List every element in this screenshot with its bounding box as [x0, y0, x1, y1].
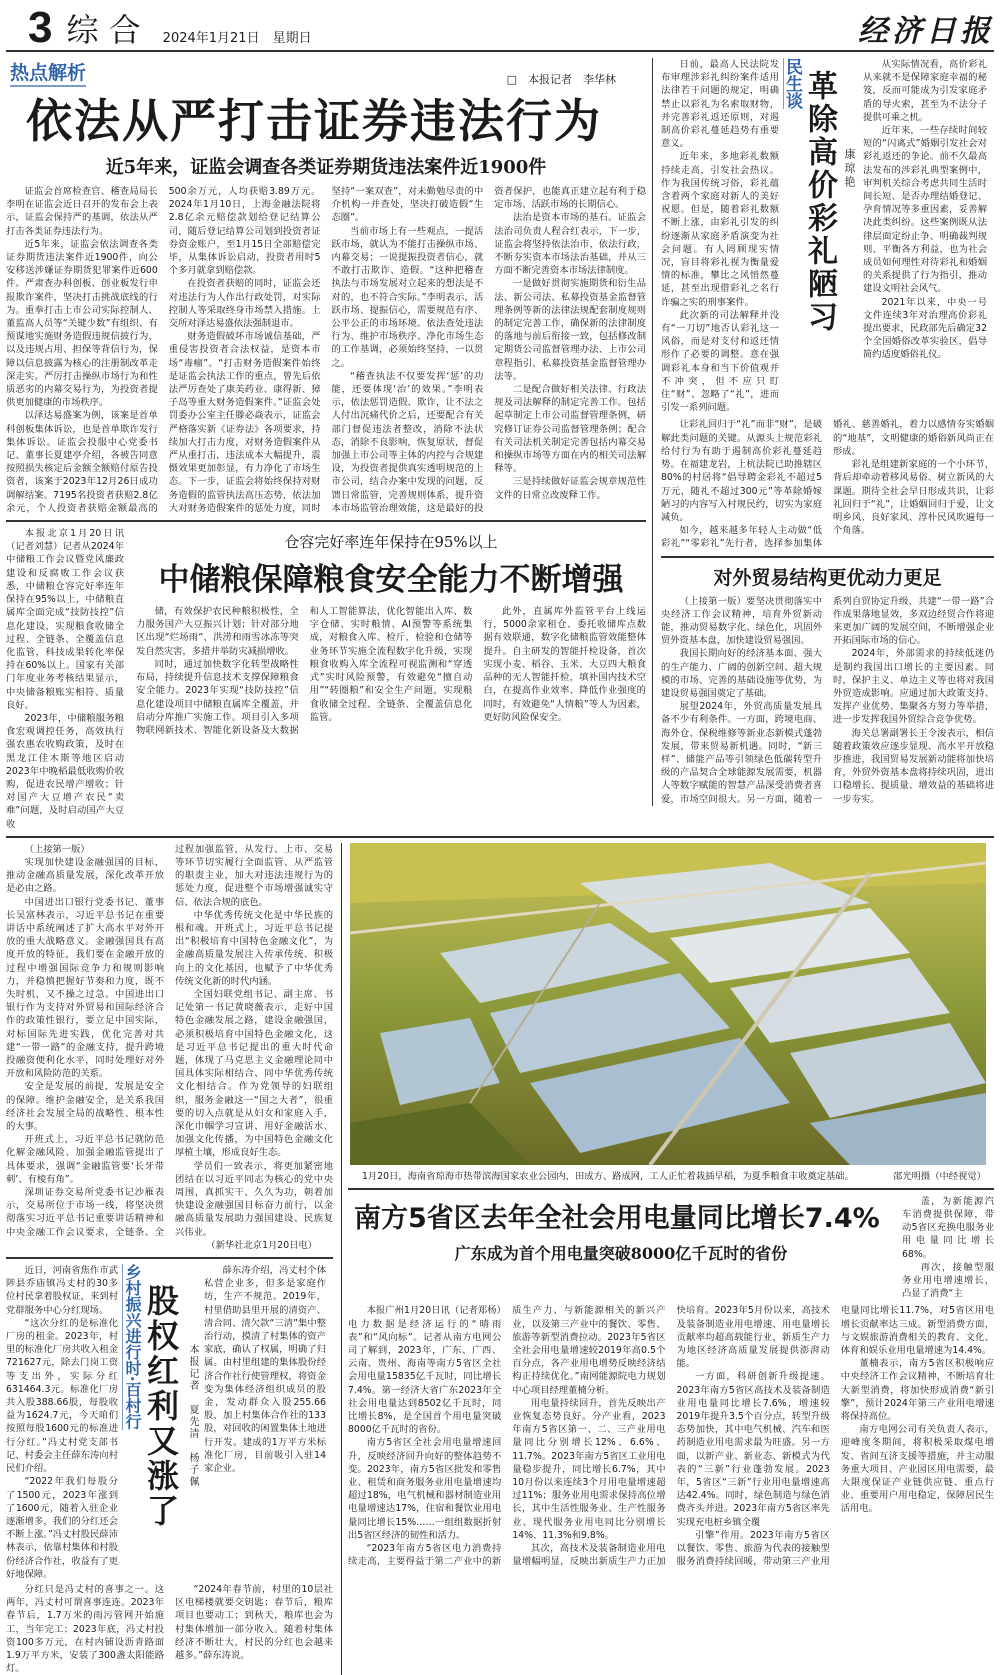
paragraph: 日前，最高人民法院发布审理涉彩礼纠纷案件适用法律若干问题的规定，明确禁止以彩礼为名索取财物，并完善彩礼返还原则，对遏制高价彩礼蔓延趋势有重要意义。 — [661, 59, 779, 150]
subheadline-securities: 近5年来，证监会调查各类证券期货违法案件近1900件 — [105, 157, 547, 178]
kicker-grain: 仓容完好率连年保持在95%以上 — [284, 533, 498, 552]
paragraph: 盖，为新能源汽车消费提供保障，带动5省区充换电服务业用电量同比增长68%。 — [902, 1195, 994, 1260]
column-label-livelihood: 民生谈 — [783, 58, 805, 109]
paragraph: “2022年我们每股分了1500元，2023年涨到了1600元，随着入驻企业逐渐增多，我们的分红还会不断上涨。”冯丈村股民薛沛林表示，依靠村集体和村股份经济合作社，收益有了更好地保障。 — [6, 1476, 118, 1580]
paragraph: 董楠表示，南方5省区积极响应中央经济工作会议精神，不断培育壮大新型消费，将加快形成消费“新引擎”，预计2024年第三产业用电增速将保持高位。 — [840, 1358, 994, 1422]
column-label-rural-revitalization: 乡村振兴进行时·百村行 — [123, 1264, 142, 1430]
column-label-hot-topic: 热点解析 — [10, 58, 86, 87]
upper-section — [6, 58, 994, 831]
paragraph: 再次，接触型服务业用电增速增长，凸显了消费“主 — [902, 1261, 994, 1300]
article-body-bride-price-left — [661, 58, 779, 414]
section-rule — [661, 556, 994, 558]
paragraph: 此外，直属库外监管平台上线运行，5000余家租仓、委托收储库点数据有效联通，数字化储粮监管效能整体提升。自主研发的智能扦检设备，首次实现小麦、稻谷、玉米、大豆四大粮食品种的无人智能扦检，填补国内技术空白，在提高作业效率、降低作业强度的同时，有效避免“人情粮”等人为因素，更好防风险保安全。 — [483, 606, 646, 723]
paragraph: 近日，河南省焦作市武陟县乔庙镇冯丈村的30多位村民拿着股权证，来到村党群服务中心分红现场。 — [6, 1265, 118, 1316]
section-rule — [6, 520, 646, 522]
finance-paragraphs — [6, 843, 333, 1239]
article-body-village-bottom — [6, 1583, 333, 1675]
article-body-finance — [6, 843, 333, 1239]
photo-caption-row — [362, 1170, 986, 1183]
article-body-bride-price-right — [863, 58, 987, 362]
paragraph: 其次，高技术及装备制造业用电量增幅明显，反映出新质生产力正加快培育。2023年5月份以来，高技术及装备制造业用电增速、用电量增长贡献率均超高载能行业，新质生产力为地区经济高质量发展提供澎湃动能。 — [512, 1305, 830, 1568]
paragraph: 同时，通过加快数字化转型战略性布局，持续提升信息技术支撑保障粮食安全能力。2023年实现“技防技控”信息化建设项目中储粮直属库全覆盖，并启动分库推广实施工作。项目引入多项物联网新技术、智能化新设备及大数据和人工智能算法，优化智能出入库、数字仓储、实时粮情、AI预警等系统集成，对粮食入库、检斤、检验和仓储等业务环节实施全流程数字化升级，实现粮食收购入库全流程可视监测和“穿透式”实时风险预警，有效避免“擅自动用”“转圈粮”和安全生产问题，实现粮食收储全过程、全链条、全覆盖信息化监管。 — [136, 606, 473, 736]
upper-left — [6, 58, 646, 831]
farm-fields-photo — [348, 843, 988, 1165]
paragraph: 近年来，多地彩礼数额持续走高，引发社会热议。作为我国传统习俗，彩礼蕴含着两个家庭对新人的美好祝愿。但是，随着彩礼数额不断上涨，由彩礼引发的纠纷逐渐从家庭矛盾演变为社会问题。有人罔顾现实情况，盲目将彩礼视为衡量爱情的标准，攀比之风悄然蔓延，甚至出现借彩礼之名行诈骗之实的刑事案件。 — [661, 151, 779, 308]
article-body-trade — [661, 595, 994, 806]
article-body-bride-price-bottom — [661, 418, 994, 550]
paragraph: 中华优秀传统文化是中华民族的根和魂。开班式上，习近平总书记提出“积极培育中国特色金融文化”，为金融高质量发展注入传承传统、积极向上的文化基因，也赋予了中华优秀传统文化新的时代内涵。 — [175, 909, 333, 987]
paragraph: 彩礼是组建新家庭的一个小环节，背后却牵动着移风易俗、树立新风的大课题。期待全社会早日形成共识，让彩礼回归于“礼”，让婚姻回归于爱，让文明乡风、良好家风、淳朴民风吹遍每一个角落。 — [833, 459, 994, 537]
paragraph: 2023年，中储粮服务粮食宏观调控任务，高效执行强农惠农收购政策，及时在黑龙江佳木斯等地区启动2023年中晚稻最低收购价收购，促进农民增产增收；针对国产大豆增产农民“卖难”问题，及时启动国产大豆收 — [6, 712, 124, 830]
article-body-village-right — [204, 1264, 326, 1475]
paragraph: 从实际情况看，高价彩礼从来就不是保障家庭幸福的秘笈，反而可能成为引发家庭矛盾的导火索，甚至为不法分子提供可乘之机。 — [863, 59, 987, 123]
masthead — [6, 0, 994, 52]
paragraph: 财务造假破坏市场诚信基础，严重侵害投资者合法权益，是资本市场“毒瘤”。“打击财务造假案件始终是证监会执法工作的重点，曾先后依法严厉查处了康美药业、康得新、獐子岛等重大财务造假案件。”证监会处罚委办公室主任滕必焱表示，证监会严格落实新《证券法》各项要求，持续加大打击力度，对财务造假案件从严从重打击，违法成本大幅提升，震慑效果更加彰显，有力净化了市场生态。下一步，证监会将始终保持对财务造假的监管执法高压态势，依法加大对财务造假案件的惩处力度，同时坚持“一案双查”，对未勤勉尽责的中介机构一并查处，坚决打破造假“生态圈”。 — [168, 186, 484, 514]
paragraph: 开班式上，习近平总书记就防范化解金融风险、加强金融监管提出了具体要求，强调“金融监管要‘长牙带刺’、有棱有角”。 — [6, 1134, 164, 1185]
page-number: 3 — [28, 3, 53, 52]
section-rule — [348, 1188, 994, 1190]
grain-article — [6, 527, 646, 831]
paragraph: 一是做好贯彻实施期货和衍生品法、新公司法、私募投资基金监督管理条例等新的法律法规配套制度规则的制定完善工作，确保新的法律制度的落地与前后衔接一致，包括修改制定期货公司监督管理办法、上市公司章程指引、私募投资基金监督管理办法等。 — [494, 278, 646, 382]
headline-grain: 中储粮保障粮食安全能力不断增强 — [158, 562, 624, 599]
paragraph: 在投资者获赔的同时，证监会还对违法行为人作出行政处罚，对实际控制人等采取终身市场禁入措施。上交所对泽达易盛依法强制退市。 — [168, 278, 321, 330]
photo-credit: 邵光明摄（中经视觉） — [893, 1170, 986, 1182]
paragraph: 海关总署副署长王令浚表示，相信随着政策效应逐步显现、高水平开放稳步推进，我国贸易发展新动能将加快培育，外贸外资基本盘将持续巩固，进出口稳增长、提质量、增效益的基础将进一步夯实。 — [833, 727, 994, 805]
headline-securities: 依法从严打击证券违法行为 — [26, 94, 602, 148]
paragraph: “这次分红的是标准化厂房的租金。2023年，村里的标准化厂房共收入租金721627元，除去门岗工资等支出外，实际分红631464.3元。标准化厂房共入股388.66股，每股收益为1624.7元，今天咱们按照每股1600元的标准进行分红。”冯丈村党支部书记、村委会主任薛东涛向村民们介绍。 — [6, 1317, 118, 1475]
byline-village: 本报记者 夏先清 杨子佩 — [187, 1344, 198, 1489]
paragraph: 证监会首席检查官、稽查局局长李明在证监会近日召开的发布会上表示，证监会保持严的基调，依法从严打击各类证券违法行为。 — [6, 186, 158, 237]
section-rule — [6, 1257, 333, 1259]
article-body-power — [348, 1304, 994, 1568]
paragraph: 用电量持续回升，首先反映出产业恢复态势良好。分产业看，2023年南方5省区第一、二、三产业用电量同比分别增长12%、6.6%、11.7%。2023年南方5省区工业用电量稳步提升，同比增长6.7%，其中10月份以来连续3个月用电量增速超过11%；服务业用电需求保持高位增长，其中生活性服务业、生产性服务业、现代服务业用电同比分别增长14%、11.3%和9.8%。 — [512, 1397, 666, 1541]
paragraph: 实现加快建设金融强国的目标，推动金融高质量发展，深化改革开放是必由之路。 — [6, 856, 164, 895]
paragraph: 让彩礼回归于“礼”而非“财”，是破解此类问题的关键。从源头上规范彩礼给付行为有助于遏制高价彩礼蔓延趋势。在福建龙岩，上杭法院已助推辖区80%的村居将“倡导聘金彩礼不超过5万元，随礼不超过300元”等革除婚嫁陋习的内容写入村规民约，切实为家庭减负。 — [661, 419, 822, 523]
paragraph: 学员们一致表示，将更加紧密地团结在以习近平同志为核心的党中央周围，真抓实干、久久为功，朝着加快建设金融强国目标奋力前行，以金融高质量发展助力强国建设、民族复兴伟业。 — [175, 1160, 333, 1238]
headline-trade: 对外贸易结构更优动力更足 — [713, 566, 942, 589]
continued-from-label: （上接第一版） — [24, 843, 90, 855]
paragraph: 三是持续做好证监会规章规范性文件的日常立改废释工作。 — [494, 476, 646, 501]
lower-left — [6, 843, 342, 1675]
paragraph: 安全是发展的前提，发展是安全的保障。维护金融安全，是关系我国经济社会发展全局的战略性、根本性的大事。 — [6, 1081, 164, 1133]
paragraph: 此次新的司法解释并没有“一刀切”地否认彩礼这一风俗，而是对支付和返还情形作了必要的调整。意在强调彩礼本身和当下价值观并不冲突，但不应只盯住“财”、忽略了“礼”，进而引发一系列问题。 — [661, 309, 779, 414]
paragraph: 本报广州1月20日讯（记者郑杨）电力数据是经济运行的“晴雨表”和“风向标”。记者从南方电网公司了解到，2023年，广东、广西、云南、贵州、海南等南方5省区全社会用电量15835亿千瓦时，同比增长7.4%。第一经济大省广东2023年全社会用电量达到8502亿千瓦时，同比增长8%，是全国首个用电量突破8000亿千瓦时的省份。 — [348, 1305, 502, 1436]
headline-bride-price: 革除高价彩礼陋习 — [802, 70, 837, 334]
paragraph: 全国妇联党组书记、副主席、书记处第一书记黄晓薇表示，走好中国特色金融发展之路，建设金融强国，必须积极培育中国特色金融文化，这是习近平总书记提出的重大时代命题，体现了马克思主义金融理论同中国具体实际相结合、同中华优秀传统文化相结合。作为党领导的妇联组织，服务金融这一“国之大者”，很重要的切入点就是从妇女和家庭入手，深化巾帼学习宣讲、用好金融活水、加强文化传播，为中国特色金融文化厚植土壤，形成良好生态。 — [175, 988, 333, 1159]
paragraph: 南方5省区全社会用电量增速回升，反映经济回升向好的整体趋势不变。2023年，南方5省区批发和零售业、租赁和商务服务业用电量增速均超过18%，电气机械和器材制造业用电量增速达17%，住宿和餐饮业用电量同比增长15%……一组组数据折射出5省区经济的韧性和活力。 — [348, 1437, 502, 1541]
paragraph: 当前市场上有一些观点，一提活跃市场，就认为不能打击操纵市场、内幕交易；一说提振投资者信心，就不敢打击欺诈、造假。“这种把稽查执法与市场发展对立起来的想法是不对的，也不符合实际。”李明表示，活跃市场、提振信心，需要规范有序、公平公正的市场环境。依法查处违法行为、维护市场秩序、净化市场生态的工作基调，必须始终坚持，一以贯之。 — [331, 225, 484, 369]
headline-power: 南方5省区去年全社会用电量同比增长7.4% — [354, 1202, 880, 1234]
byline: □ 本报记者 李华林 — [506, 73, 616, 86]
newspaper-logo: 经济日报 — [858, 14, 994, 49]
article-side-power — [902, 1195, 994, 1301]
paragraph: 一方面，科研创新升级提速。2023年南方5省区高技术及装备制造业用电量同比增长7.6%，增速较2019年提升3.5个百分点，转型升级态势加快，其中电气机械、汽车和医药制造业用电需求最为旺盛。另一方面，以新产业、新业态、新模式为代表的“三新”行业蓬勃发展。2023年，5省区“三新”行业用电量增速高达42.4%。同时，绿色制造与绿色消费齐头并进。2023年南方5省区率先实现充电桩乡镇全覆 — [676, 1371, 830, 1528]
bride-price-article — [661, 58, 994, 414]
paragraph: 以泽达易盛案为例，该案是首单科创板集体诉讼，也是首单欺诈发行集体诉讼。证监会投服中心党委书记、董事长夏建亭介绍，各被告同意按照损失核定后金额全额赔付原告投资者，该案于2023年12月26日成功调解结案。7195名投资者获赔2.8亿余元，个人投资者获赔金额最高的500余万元，人均获赔3.89万元。2024年1月10日，上海金融法院将2.8亿余元赔偿款划给登记结算公司，随后登记结算公司划到投资者证券资金账户，至1月15日全部赔偿完毕，从集体诉讼启动，投资者用时5个多月就拿到赔偿款。 — [6, 186, 321, 514]
paragraph: “2024年春节前，村里的10层社区电梯楼就要交钥匙；春节后，粮库项目也要动工；到秋天，粮库也会为村集体增加一部分收入。随着村集体经济不断壮大，村民的分红也会越来越多。”薛东涛说。 — [175, 1583, 333, 1661]
headline-village: 股权红利又涨了 — [142, 1284, 180, 1530]
paragraph: 展望2024年，外贸高质量发展具备不少有利条件。一方面，跨境电商、海外仓、保税维修等新业态新模式蓬勃发展，带来贸易新机遇。同时，“新三样”、储能产品等引领绿色低碳转型升级的产品契合全球能源发展需要，机器人等数字赋能的智慧产品深受消费者喜爱，市场空间很大。另一方面，随着一系列自贸协定升级、共建“一带一路”合作成果落地显效，多双边经贸合作将迎来更加广阔的发展空间，不断增强企业开拓国际市场的信心。 — [661, 595, 994, 805]
paragraph: “2023年南方5省区电力消费持续走高，主要得益于第二产业中的新质生产力、与新能源相关的新兴产业，以及第三产业中的餐饮、零售、旅游等新型消费拉动。2023年5省区全社会用电量增速较2019年高0.5个百分点，各产业用电增势反映经济结构正持续优化。”南网能源院电力规划中心项目经理董楠分析。 — [348, 1305, 666, 1568]
paragraph: 我国长期向好的经济基本面、强大的生产能力、广阔的创新空间、超大规模的市场、完善的基础设施等优势，为建设贸易强国奠定了基础。 — [661, 648, 822, 699]
dateline-finance: （新华社北京1月20日电） — [206, 1239, 317, 1251]
paragraph: 二是配合做好相关法律、行政法规及司法解释的制定完善工作。包括起草制定上市公司监督管理条例，研究修订证券公司监督管理条例；配合有关司法机关制定完善包括内幕交易和操纵市场等方面在内的相关司法解释等。 — [494, 384, 646, 475]
article-body-securities — [6, 185, 646, 515]
paragraph: “稽查执法不仅要发挥‘惩’的功能，还要体现‘治’的效果。”李明表示，依法惩罚造假、欺诈，让不法之人付出沉痛代价之后，还要配合有关部门督促违法者整改，消除不法状态，消除不良影响，恢复原状，督促加强上市公司等主体的内控与合规建设，为投资者提供真实透明规范的上市公司，结合办案中发现的问题，反馈日常监管，完善规则体系，提升资本市场监管治理效能，这是最好的投资者保护，也能真正建立起有利于稳定市场、活跃市场的长期信心。 — [331, 186, 646, 514]
paragraph: 薛东涛介绍，冯丈村个体私营企业多，但多是家庭作坊，生产不规范。2019年，村里借助县里开展的清资产、清合同、清欠款“三清”集中整治行动，摸清了村集体的资产家底，确认了权属，明确了归属。由村里组建的集体股份经济合作社行使管理权，将资金变为集体经济组织成员的股金，发动群众入股255.66股，加上村集体合作社的133股，对回收的闲置集体土地进行开发。建成的1万平方米标准化厂房，目前吸引入驻14家企业。 — [204, 1265, 326, 1475]
lower-section — [6, 843, 994, 1675]
upper-right — [652, 58, 994, 806]
section-rule — [6, 836, 994, 838]
photo-caption: 1月20日，海南省琼海市热带滨海国家农业公园内，田成方、路成网，工人正忙着栽插早稻，为夏季粮食丰收奠定基础。 — [362, 1170, 854, 1182]
paragraph: 深圳证券交易所党委书记沙雁表示，交易所位于市场一线，将坚决贯彻落实习近平总书记重要讲话精神和中央金融工作会议要求，全链条、全过程加强监管，从发行、上市、交易等环节切实履行全面监管、从严监管的职责主业，加大对违法违规行为的惩处力度，促进整个市场增强诚实守信、依法合规的底色。 — [6, 843, 333, 1238]
article-lead-grain — [6, 527, 124, 831]
article-body-grain — [136, 605, 646, 737]
news-photo — [348, 843, 988, 1165]
grain-main — [136, 527, 646, 737]
article-body-village-left — [6, 1264, 118, 1581]
paragraph: 近年来，一些存续时间较短的“闪离式”婚姻引发社会对彩礼返还的争论。前不久最高法发布的涉彩礼典型案例中，审判机关综合考虑共同生活时间长短、是否办理结婚登记、孕育情况等多重因素，妥善解决此类纠纷。这些案例既从法律层面定纷止争、明确裁判规则、平衡各方利益，也为社会成员如何理性对待彩礼和婚姻的关系提供了行为指引，推动建设文明社会风气。 — [863, 125, 987, 295]
paragraph: 如今，越来越多年轻人主动做“低彩礼”“零彩礼”先行者，选择参加集体婚礼、慈善婚礼，着力以感情夯实婚姻的“地基”，文明健康的婚俗新风尚正在形成。 — [661, 419, 994, 550]
paragraph: 中国进出口银行党委书记、董事长吴富林表示，习近平总书记在重要讲话中系统阐述了扩大高水平对外开放的重大战略意义。金融强国具有高度开放的特征，我们要在金融开放的过程中增强国际竞争力和规则影响力，并稳慎把握好节奏和力度，既不失时机，又不操之过急。中国进出口银行作为支持对外贸易和国际经济合作的政策性银行，要立足中国实际，对标国际先进实践，优化完善对共建“一带一路”的金融支持，提升跨境投融资便利化水平，同时处理好对外开放和风险防范的关系。 — [6, 896, 164, 1080]
subheadline-power: 广东成为首个用电量突破8000亿千瓦时的省份 — [454, 1243, 788, 1263]
paragraph: 分红只是冯丈村的喜事之一。这两年，冯丈村可谓喜事连连。2023年春节后，1.7万米的雨污管网开始施工，当年完工；2023年底，冯丈村投资100多万元，在村内铺设沥青路面1.9万平方米，安装了300盏太阳能路灯。 — [6, 1583, 164, 1675]
paragraph: 近5年来，证监会依法调查各类证券期货违法案件近1900件，向公安移送涉嫌证券期货犯罪案件近600件。严肃查办科创板、创业板发行申报欺诈案件，坚决打击挑战底线的行为。重拳打击上市公司实际控制人、董监高人员等“关键少数”有组织、有预谋地实施财务造假违规信披行为，以及违规占用、担保等背信行为，保障以信息披露为核心的注册制改革走深走实。严厉打击操纵市场行为和性质恶劣的内幕交易行为，为投资者提供更加健康的市场秩序。 — [6, 238, 158, 409]
lower-right — [348, 843, 994, 1569]
paragraph: 法治是资本市场的基石。证监会法治司负责人程合红表示，下一步，证监会将坚持依法治市、依法行政，不断夯实资本市场法治基础，并从三方面不断完善资本市场法律制度。 — [494, 212, 646, 277]
village-article — [6, 1264, 333, 1581]
power-headline-block — [348, 1195, 894, 1268]
paragraph: 本报北京1月20日讯（记者刘慧）记者从2024年中储粮工作会议暨党风廉政建设和反腐败工作会议获悉，中储粮仓容完好率连年保持在95%以上，中储粮直属库全面完成“技防技控”信息化建设，实现粮食收储全过程、全链条、全覆盖信息化监管，科技成果转化率保持在60%以上。国家有关部门年度业务考核结果显示，中央储备粮账实相符、质量良好。 — [6, 528, 124, 711]
paragraph: （上接第一版）要坚决贯彻落实中央经济工作会议精神，培育外贸新动能，推动贸易数字化、绿色化，巩固外贸外资基本盘，加快建设贸易强国。 — [661, 595, 822, 647]
issue-date: 2024年1月21日 星期日 — [162, 31, 312, 46]
paragraph: 储，有效保护农民种粮积极性，全力服务国产大豆振兴计划；针对部分地区出现“烂场雨”、洪涝和雨雪冰冻等突发自然灾害，多措并举防灾减损增收。 — [136, 606, 299, 657]
section-name: 综 合 — [66, 11, 141, 49]
power-article-head — [348, 1195, 994, 1301]
paragraph: 2021年以来，中央一号文件连续3年对治理高价彩礼提出要求，民政部先后确定32个全国婚俗改革实验区，倡导简约适度婚俗礼仪。 — [863, 296, 987, 361]
paragraph: 引擎”作用。2023年南方5省区以餐饮、零售、旅游为代表的接触型服务消费持续回暖，带动第三产业用电量同比增长11.7%，对5省区用电增长贡献率达三成。新型消费方面，与文娱旅游消费相关的教育、文化、体育和娱乐业用电量增速为14.4%。 — [676, 1305, 994, 1568]
byline-bride-price: 康琼艳 — [843, 148, 856, 190]
paragraph: 2024年，外部需求的持续低迷仍是制约我国出口增长的主要因素。同时，保护主义、单边主义等也将对我国外贸造成影响。应通过加大政策支持、发挥产业优势、集聚各方努力等举措，进一步发挥我国外贸综合竞争优势。 — [833, 648, 994, 726]
paragraph: 南方电网公司有关负责人表示，迎峰度冬期间，将积极采取煤电增发、省间互济支援等措施，并主动服务重大项目、产业园区用电需要，最大限度保证产业链供应链、重点行业、重要用户用电稳定，保障居民生活用电。 — [840, 1424, 994, 1515]
